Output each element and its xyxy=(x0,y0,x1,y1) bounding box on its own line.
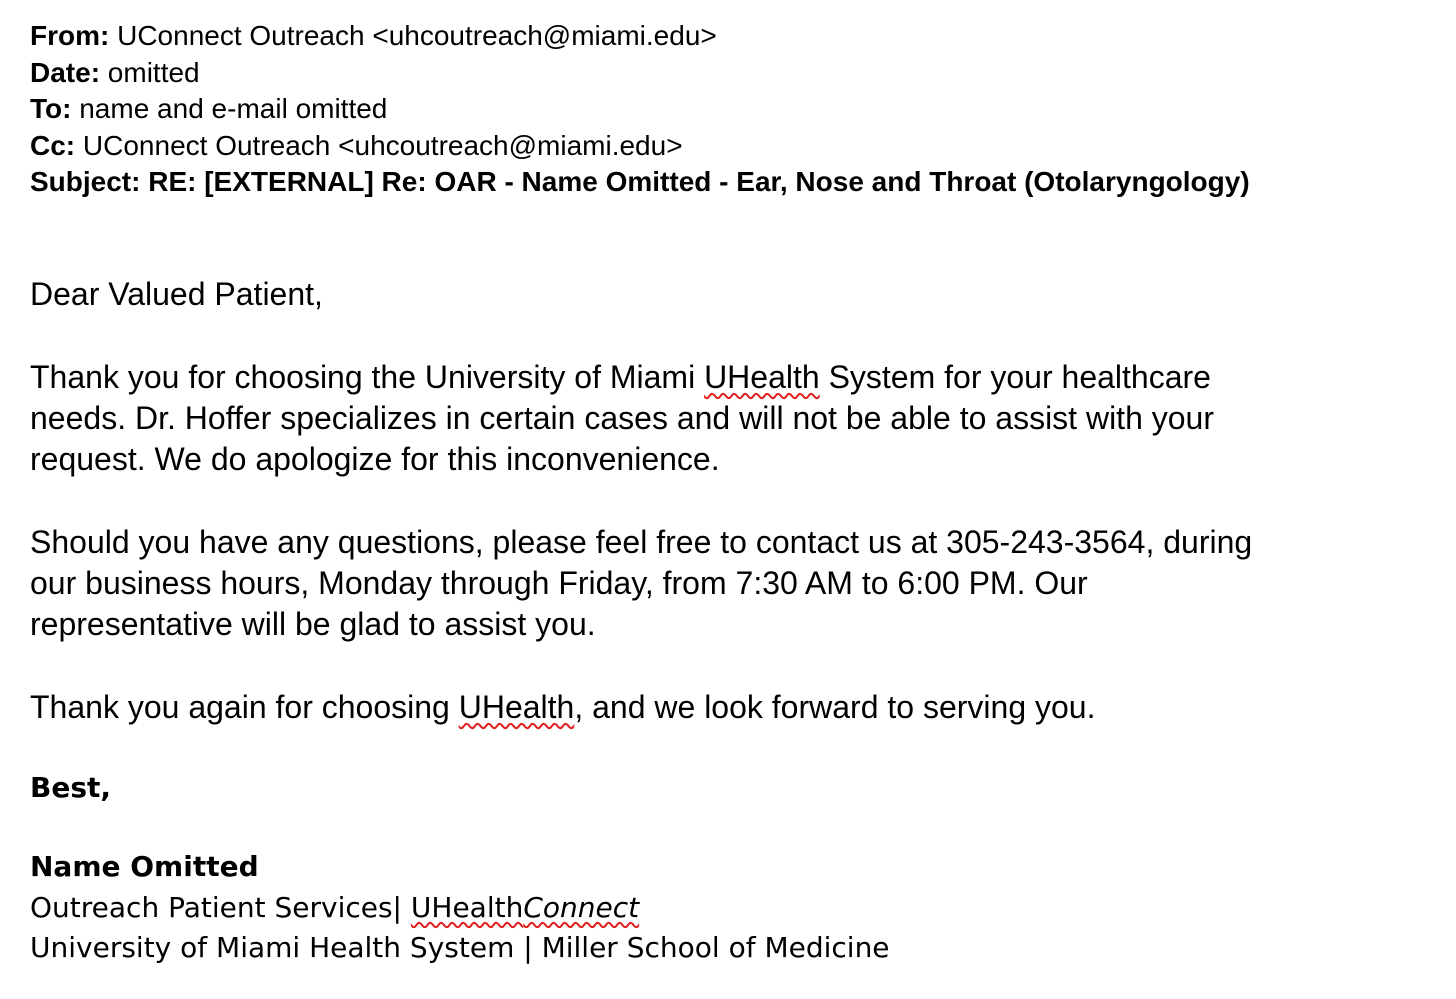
paragraph-line xyxy=(30,357,1430,398)
brand-text-italic: Connect xyxy=(523,890,640,924)
from-label: From: xyxy=(30,20,110,51)
text-run: Thank you again for choosing xyxy=(30,688,459,725)
text-run: Outreach Patient Services| xyxy=(30,890,411,924)
subject-line: Subject: RE: [EXTERNAL] Re: OAR - Name Omitted - Ear, Nose and Throat (Otolaryngology) xyxy=(30,166,1250,197)
cc-label: Cc: xyxy=(30,129,76,161)
to-value: name and e-mail omitted xyxy=(71,93,388,124)
signature-block xyxy=(30,768,1430,969)
cc-line xyxy=(30,128,1430,165)
signature-name: Name Omitted xyxy=(30,850,259,883)
date-line xyxy=(30,55,1430,92)
signature-organization: University of Miami Health System | Miller School of Medicine xyxy=(30,931,890,964)
paragraph-line: Should you have any questions, please feel free to contact us at 305-243-3564, during xyxy=(30,523,1253,560)
email-body xyxy=(30,274,1430,728)
paragraph-closing xyxy=(30,687,1430,728)
paragraph-line: request. We do apologize for this inconvenience. xyxy=(30,440,720,477)
cc-value: UConnect Outreach <uhcoutreach@miami.edu> xyxy=(75,129,683,161)
paragraph-line: representative will be glad to assist you. xyxy=(30,605,596,642)
email-document xyxy=(30,18,1430,969)
spellcheck-word: UHealth xyxy=(458,688,575,725)
spellcheck-word xyxy=(411,891,639,924)
to-label: To: xyxy=(30,93,72,124)
paragraph-thank-you xyxy=(30,357,1430,480)
from-line xyxy=(30,18,1430,55)
paragraph-line: our business hours, Monday through Friday, from 7:30 AM to 6:00 PM. Our xyxy=(30,564,1088,601)
text-run: System for your healthcare xyxy=(819,358,1211,395)
to-line xyxy=(30,91,1430,128)
signature-department xyxy=(30,888,1430,929)
email-header xyxy=(30,18,1430,201)
text-run: Thank you for choosing the University of Miami xyxy=(30,358,705,395)
paragraph-line: needs. Dr. Hoffer specializes in certain cases and will not be able to assist with your xyxy=(30,399,1214,436)
text-run: , and we look forward to serving you. xyxy=(574,688,1096,725)
paragraph-contact xyxy=(30,522,1430,645)
signature-closing: Best, xyxy=(30,770,112,804)
spellcheck-word: UHealth xyxy=(704,358,820,395)
paragraph-line xyxy=(30,687,1430,728)
date-label: Date: xyxy=(30,56,101,88)
date-value: omitted xyxy=(100,56,200,88)
from-value: UConnect Outreach <uhcoutreach@miami.edu> xyxy=(109,20,717,51)
brand-text: UHealth xyxy=(410,890,524,924)
greeting: Dear Valued Patient, xyxy=(30,275,323,312)
